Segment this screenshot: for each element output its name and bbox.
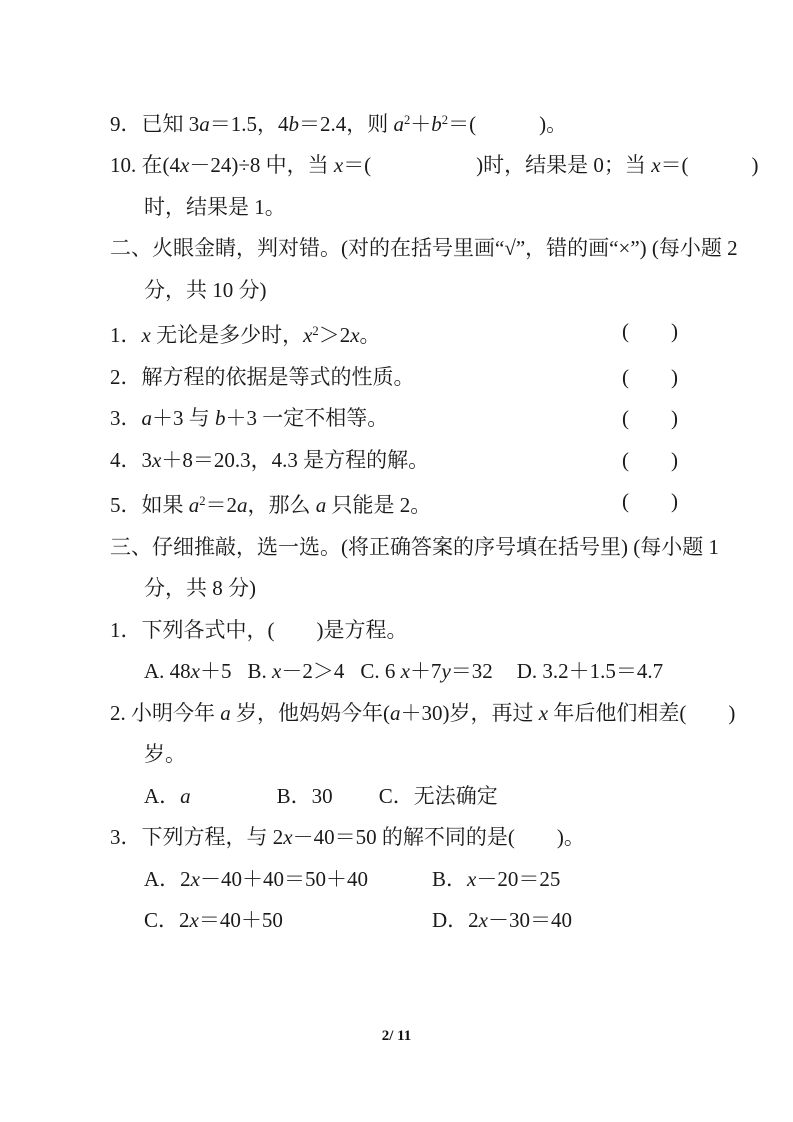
statement-text xyxy=(110,440,429,482)
text-segment: x xyxy=(189,908,199,933)
mc-question-3-options-row1 xyxy=(110,859,678,901)
text-segment: 岁。 xyxy=(144,742,186,767)
section-number: 三、 xyxy=(110,534,152,559)
mc-question-2-line2 xyxy=(110,734,678,776)
option-a: A. 48 xyxy=(144,659,191,684)
option-column xyxy=(144,900,432,942)
text-segment: 下列方程，与 2 xyxy=(141,825,284,850)
question-number: 1． xyxy=(110,323,142,348)
question-10-line2 xyxy=(110,187,678,229)
text-segment: ＋5 xyxy=(200,659,232,684)
text-segment: x xyxy=(190,659,200,684)
question-10-line1 xyxy=(110,145,759,187)
option-c: C．无法确定 xyxy=(378,783,498,808)
text-segment: x xyxy=(350,323,360,348)
mc-question-1-options xyxy=(110,651,678,693)
section-2-heading-line2 xyxy=(110,270,678,312)
text-segment: y xyxy=(441,659,451,684)
text-segment: a xyxy=(237,493,248,518)
text-segment: 2 xyxy=(404,113,411,127)
text-segment: －40＝50 的解不同的是( )。 xyxy=(292,825,585,850)
option-b: B． xyxy=(432,866,468,891)
text-segment: a xyxy=(315,493,327,518)
text-segment: ＝2 xyxy=(205,493,238,518)
text-segment: x xyxy=(651,153,661,178)
text-segment: x xyxy=(333,153,344,178)
text-segment: x xyxy=(141,323,151,348)
text-segment: ＋7 xyxy=(409,659,442,684)
section-2-heading-line1 xyxy=(110,228,738,270)
text-segment: －24)÷8 中，当 xyxy=(189,153,334,178)
text-segment: 下列各式中，( )是方程。 xyxy=(141,617,408,642)
question-number: 3． xyxy=(110,825,142,850)
text-segment: x xyxy=(478,908,488,933)
text-segment: x xyxy=(152,447,162,472)
option-c: C. 6 xyxy=(360,659,401,684)
text-segment: 如果 xyxy=(141,493,189,518)
question-number: 2. xyxy=(110,700,131,725)
text-segment: 小明今年 xyxy=(131,700,221,725)
question-number: 3． xyxy=(110,406,142,431)
option-d: D．2 xyxy=(432,908,479,933)
text-segment: 无论是多少时， xyxy=(150,323,304,348)
text-segment: a xyxy=(220,700,231,725)
text-segment: a xyxy=(393,111,404,136)
text-segment: a xyxy=(390,700,401,725)
answer-paren: ( ) xyxy=(622,364,678,389)
mc-question-1 xyxy=(110,610,678,652)
text-segment: a xyxy=(180,783,191,808)
text-segment: ＝40＋50 xyxy=(198,908,283,933)
text-segment: 分，共 8 分) xyxy=(144,576,256,601)
text-segment: ＋ xyxy=(410,111,432,136)
text-segment: ＝( )时，结果是 0；当 xyxy=(343,153,652,178)
text-segment: a xyxy=(188,493,200,518)
text-segment: x xyxy=(190,866,200,891)
section-3-heading-line2 xyxy=(110,568,678,610)
text-segment: a xyxy=(141,406,152,431)
text-segment: 仔细推敲，选一选。(将正确答案的序号填在括号里) (每小题 1 xyxy=(152,534,719,559)
text-segment: 解方程的依据是等式的性质。 xyxy=(141,364,415,389)
text-segment: ＞2 xyxy=(318,323,351,348)
text-segment: 在(4 xyxy=(141,153,180,178)
text-segment: ＝32 xyxy=(450,659,493,684)
answer-paren: ( ) xyxy=(622,447,678,472)
tf-question-5 xyxy=(110,481,678,526)
document-body xyxy=(110,100,759,942)
tf-question-4 xyxy=(110,440,678,482)
text-segment: ＝1.5，4 xyxy=(209,111,289,136)
question-number: 4． xyxy=(110,447,142,472)
text-segment: x xyxy=(180,153,190,178)
text-segment: 只能是 2。 xyxy=(326,493,432,518)
text-segment: －20＝25 xyxy=(476,866,561,891)
option-a: A．2 xyxy=(144,866,191,891)
statement-text xyxy=(110,398,388,440)
mc-question-3 xyxy=(110,817,678,859)
option-c: C．2 xyxy=(144,908,190,933)
text-segment: ＝( )。 xyxy=(448,111,568,136)
text-segment: x xyxy=(538,700,549,725)
option-a: A． xyxy=(144,783,181,808)
page-number-indicator: 2/ 11 xyxy=(381,1028,412,1044)
text-segment: b xyxy=(288,111,299,136)
text-segment: 年后他们相差( ) xyxy=(548,700,736,725)
text-segment: －2＞4 xyxy=(281,659,345,684)
text-segment: ＝( ) xyxy=(660,153,759,178)
text-segment: b xyxy=(215,406,226,431)
mc-question-3-options-row2 xyxy=(110,900,678,942)
text-segment: 分，共 10 分) xyxy=(144,277,267,302)
text-segment: 已知 3 xyxy=(141,111,200,136)
section-3-heading-line1 xyxy=(110,527,719,569)
section-number: 二、 xyxy=(110,236,152,261)
answer-paren: ( ) xyxy=(622,489,678,514)
question-number: 1． xyxy=(110,617,142,642)
text-segment: a xyxy=(199,111,210,136)
option-column xyxy=(432,900,572,942)
text-segment: x xyxy=(467,866,477,891)
text-segment: ，那么 xyxy=(247,493,316,518)
tf-question-1 xyxy=(110,311,678,356)
text-segment: 火眼金睛，判对错。(对的在括号里画“√”，错的画“×”) (每小题 2 xyxy=(152,236,738,261)
statement-text xyxy=(110,357,415,399)
question-number: 10. xyxy=(110,153,142,178)
text-segment: 2 xyxy=(199,494,206,509)
mc-question-2-line1 xyxy=(110,693,736,735)
text-segment: 2 xyxy=(441,113,449,127)
text-segment: x xyxy=(283,825,293,850)
question-number: 9． xyxy=(110,111,142,136)
text-segment: ＋3 一定不相等。 xyxy=(225,406,389,431)
tf-question-2 xyxy=(110,357,678,399)
text-segment: b xyxy=(431,111,442,136)
question-number: 2． xyxy=(110,364,142,389)
text-segment: ＋30)岁，再过 xyxy=(400,700,539,725)
option-column xyxy=(432,859,560,901)
tf-question-3 xyxy=(110,398,678,440)
mc-question-2-options xyxy=(110,776,678,818)
text-segment: ＋3 与 xyxy=(152,406,215,431)
text-segment: 时，结果是 1。 xyxy=(144,194,286,219)
text-segment: ＝2.4，则 xyxy=(299,111,394,136)
text-segment: 2 xyxy=(312,324,319,339)
question-number: 5． xyxy=(110,493,142,518)
text-segment: x xyxy=(400,659,410,684)
option-b: B．30 xyxy=(276,783,333,808)
text-segment: ＋8＝20.3，4.3 是方程的解。 xyxy=(161,447,430,472)
option-b: B. xyxy=(247,659,273,684)
statement-text xyxy=(110,481,431,526)
option-d: D. 3.2＋1.5＝4.7 xyxy=(516,659,664,684)
option-column xyxy=(144,859,432,901)
text-segment: 3 xyxy=(141,447,152,472)
text-segment: 。 xyxy=(359,323,381,348)
question-9 xyxy=(110,100,678,145)
text-segment: －40＋40＝50＋40 xyxy=(200,866,368,891)
answer-paren: ( ) xyxy=(622,406,678,431)
text-segment: 岁，他妈妈今年( xyxy=(230,700,390,725)
answer-paren: ( ) xyxy=(622,319,678,344)
statement-text xyxy=(110,311,381,356)
text-segment: －30＝40 xyxy=(488,908,572,933)
text-segment: x xyxy=(272,659,282,684)
text-segment: x xyxy=(303,323,313,348)
